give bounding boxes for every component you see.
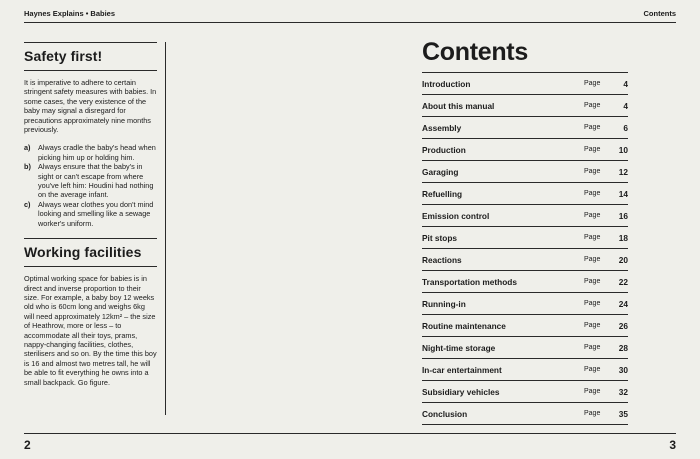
toc-row — [422, 72, 628, 94]
footer-rule — [24, 433, 676, 434]
toc-entry-title: Night-time storage — [422, 342, 496, 353]
list-marker: c) — [24, 199, 31, 209]
column-divider — [165, 42, 166, 415]
running-header-left: Haynes Explains • Babies — [24, 9, 115, 18]
toc-page-label: Page — [584, 212, 601, 219]
toc-page-label: Page — [584, 278, 601, 285]
toc-page-number: 30 — [618, 364, 628, 375]
toc-page-number: 12 — [618, 166, 628, 177]
safety-title-rule — [24, 70, 157, 71]
header-rule — [24, 22, 676, 23]
toc-entry-title: About this manual — [422, 100, 495, 111]
list-text: Always wear clothes you don't mind looking and smelling like a sewage worker's uniform. — [38, 199, 154, 228]
list-text: Always ensure that the baby's in sight or can't escape from where you've left him: Houdini had nothing on the average infant. — [38, 162, 154, 200]
list-item — [24, 143, 157, 162]
toc-page-number: 4 — [623, 100, 628, 111]
toc-entry-title: Reactions — [422, 254, 462, 265]
toc-page-number: 10 — [618, 144, 628, 155]
toc-entry-title: Routine maintenance — [422, 320, 506, 331]
toc-page-number: 6 — [623, 122, 628, 133]
toc-page-label: Page — [584, 256, 601, 263]
toc-entry-title: Production — [422, 144, 466, 155]
toc-entry-title: Emission control — [422, 210, 490, 221]
safety-title: Safety first! — [24, 48, 103, 64]
toc-row — [422, 292, 628, 314]
toc-page-label: Page — [584, 146, 601, 153]
toc-list — [422, 72, 628, 425]
toc-entry-title: Transportation methods — [422, 276, 517, 287]
sidebar — [24, 42, 157, 387]
toc-row — [422, 358, 628, 380]
toc-page-label: Page — [584, 366, 601, 373]
toc-page-label: Page — [584, 80, 601, 87]
toc-row — [422, 336, 628, 358]
toc-row — [422, 204, 628, 226]
toc-entry-title: In-car entertainment — [422, 364, 502, 375]
toc-page-number: 26 — [618, 320, 628, 331]
list-item — [24, 200, 157, 228]
toc-page-label: Page — [584, 234, 601, 241]
toc-page-number: 28 — [618, 342, 628, 353]
safety-top-rule — [24, 42, 157, 43]
toc-entry-title: Subsidiary vehicles — [422, 386, 500, 397]
toc-entry-title: Refuelling — [422, 188, 463, 199]
toc-entry-title: Conclusion — [422, 408, 468, 419]
toc-entry-title: Running-in — [422, 298, 466, 309]
toc-page-number: 16 — [618, 210, 628, 221]
safety-list — [24, 143, 157, 228]
list-text: Always cradle the baby's head when picking him up or holding him. — [38, 143, 156, 162]
working-body: Optimal working space for babies is in direct and inverse proportion to their size. For example, a baby boy 12 weeks old who is 60cm long and weighs 6kg will need approximately 12km² – the size of Heathrow, more or less – to accommodate all their toys, prams, nappy-changing facilities, clothes, sterilisers and so on. By the time this boy is 16 and almost two metres tall, he will be able to fit everything he owns into a small backpack. Go figure. — [24, 274, 157, 387]
toc-row — [422, 94, 628, 116]
toc-page-number: 32 — [618, 386, 628, 397]
page-number-right: 3 — [669, 438, 676, 452]
toc-page-number: 22 — [618, 276, 628, 287]
toc-page-number: 14 — [618, 188, 628, 199]
toc-page-number: 20 — [618, 254, 628, 265]
toc-row — [422, 160, 628, 182]
page-title: Contents — [422, 38, 528, 66]
toc-row — [422, 314, 628, 336]
running-header-right: Contents — [643, 9, 676, 18]
safety-intro: It is imperative to adhere to certain stringent safety measures with babies. In some cases, the very existence of the baby may signal a disregard for precautions approximately nine months previously. — [24, 78, 157, 135]
page-number-left: 2 — [24, 438, 31, 452]
toc-page-number: 35 — [618, 408, 628, 419]
list-marker: b) — [24, 162, 31, 172]
toc-page-number: 24 — [618, 298, 628, 309]
toc-entry-title: Introduction — [422, 78, 471, 89]
toc-entry-title: Pit stops — [422, 232, 458, 243]
toc-entry-title: Assembly — [422, 122, 462, 133]
toc-row — [422, 116, 628, 138]
toc-row — [422, 226, 628, 248]
working-top-rule — [24, 238, 157, 239]
toc-page-label: Page — [584, 410, 601, 417]
toc-page-label: Page — [584, 300, 601, 307]
working-title-rule — [24, 266, 157, 267]
working-title: Working facilities — [24, 244, 142, 261]
toc-page-label: Page — [584, 388, 601, 395]
toc-page-label: Page — [584, 344, 601, 351]
toc-page-label: Page — [584, 322, 601, 329]
contents-panel — [422, 38, 628, 425]
toc-row — [422, 270, 628, 292]
toc-page-number: 18 — [618, 232, 628, 243]
toc-row — [422, 138, 628, 160]
toc-row — [422, 248, 628, 270]
toc-row — [422, 380, 628, 402]
working-section — [24, 238, 157, 387]
list-item — [24, 162, 157, 200]
toc-entry-title: Garaging — [422, 166, 459, 177]
toc-page-label: Page — [584, 124, 601, 131]
toc-page-number: 4 — [623, 78, 628, 89]
toc-row — [422, 402, 628, 425]
toc-page-label: Page — [584, 102, 601, 109]
toc-row — [422, 182, 628, 204]
toc-page-label: Page — [584, 190, 601, 197]
list-marker: a) — [24, 143, 31, 153]
toc-page-label: Page — [584, 168, 601, 175]
